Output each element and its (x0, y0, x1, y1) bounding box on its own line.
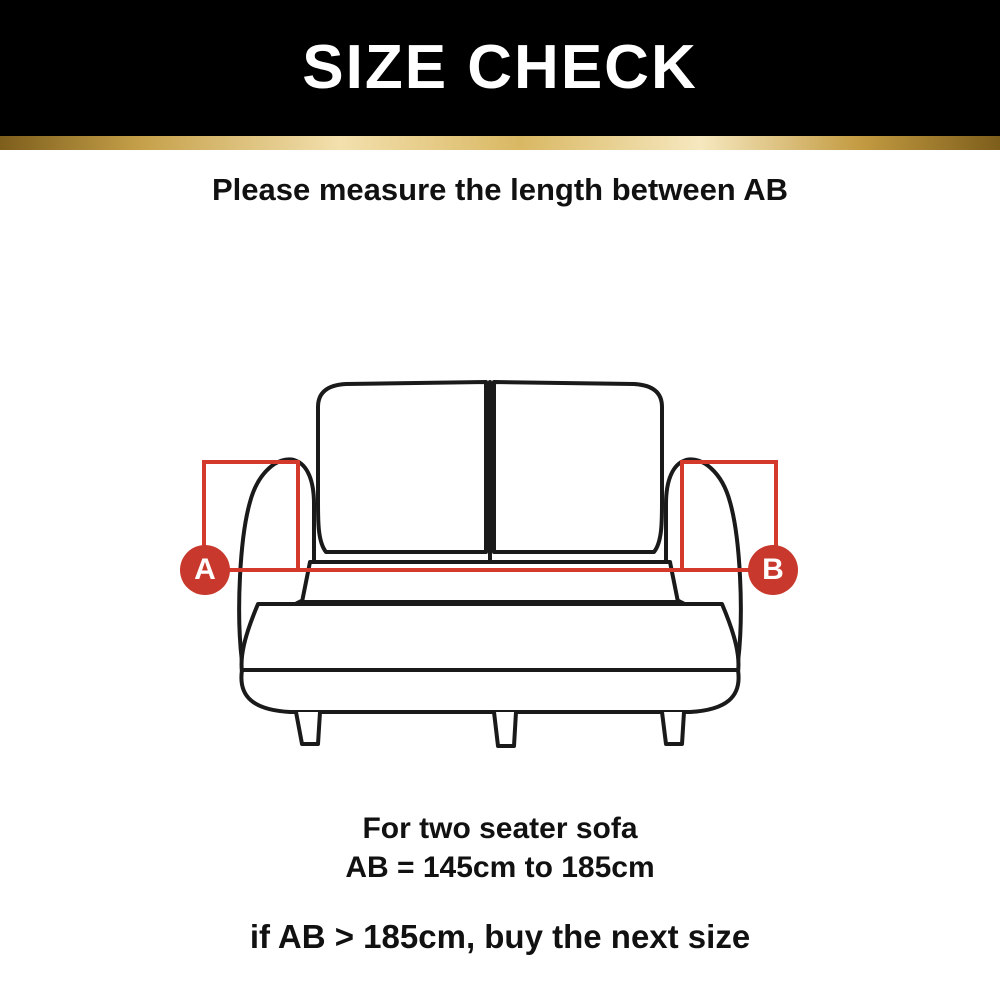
caption-advice: if AB > 185cm, buy the next size (249, 918, 751, 955)
header-banner (0, 0, 1000, 136)
caption-seater: For two seater sofa (362, 812, 638, 845)
marker-b-label: B (762, 553, 784, 586)
marker-a (180, 545, 230, 595)
sofa-diagram (150, 352, 850, 752)
gold-divider (0, 136, 1000, 150)
marker-a-label: A (194, 553, 216, 586)
page-title: SIZE CHECK (302, 33, 698, 102)
caption-range: AB = 145cm to 185cm (345, 851, 655, 884)
instruction-text: Please measure the length between AB (212, 172, 788, 207)
marker-b (748, 545, 798, 595)
